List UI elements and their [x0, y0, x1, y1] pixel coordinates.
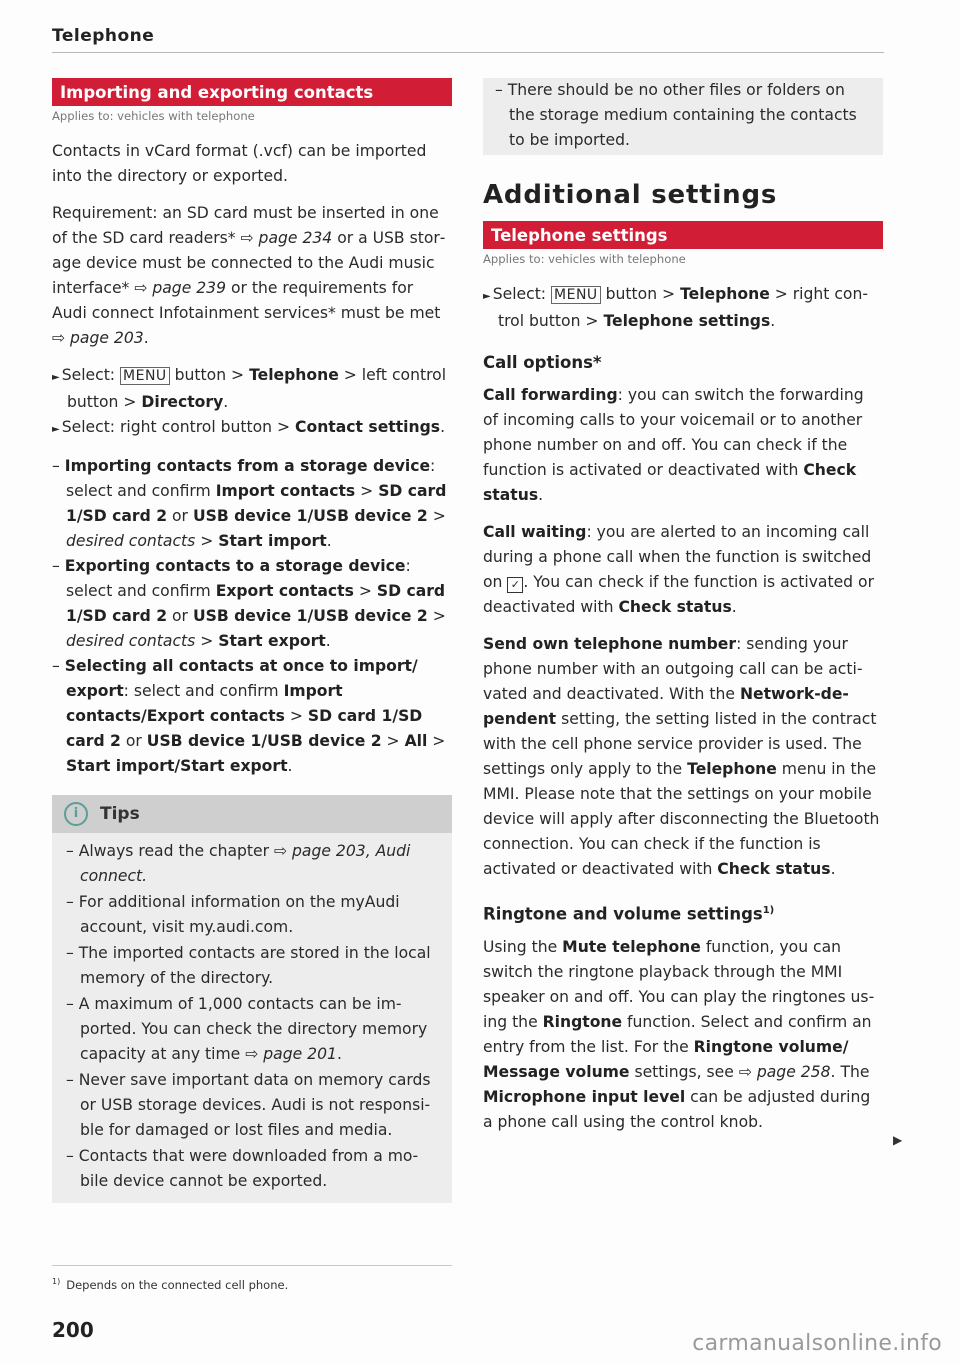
- tip-item: – Always read the chapter ⇨ page 203, Audi connect.: [66, 842, 411, 885]
- page-ref-link[interactable]: ⇨ page 203: [52, 329, 144, 347]
- menu-key-label: MENU: [120, 367, 170, 385]
- note-box: [483, 78, 883, 155]
- section-title-telephone-settings: Telephone settings: [483, 221, 883, 249]
- heading-ringtone-volume: Ringtone and volume settings$^{1)}$: [483, 904, 775, 924]
- ringtone-paragraph: Using the Mute telephone function, you can switch the ringtone playback through the MMI speaker on and off. You can play the ringtones using the Ringtone function. Select and confirm an entry from the list. For the Ringtone volume/ Message volume settings, see ⇨ page 258. The Microphone input level can be adjusted during a phone call using the control knob.: [483, 937, 875, 1131]
- watermark: carmanualsonline.info: [692, 1331, 942, 1356]
- page-ref-link[interactable]: ⇨ page 239: [134, 279, 227, 297]
- list-item-import: – Importing contacts from a storage device: select and confirm Import contacts > SD card 1/SD card 2 or USB device 1/USB device 2 > desired contacts > Start import.: [52, 457, 447, 550]
- step-bullet-icon: ►: [52, 372, 60, 383]
- checkbox-checked-icon: ✓: [507, 577, 523, 593]
- footnote: $^{1)}$ Depends on the connected cell phone.: [52, 1277, 289, 1292]
- step-select-directory: ► Select: MENU button > Telephone > left control button > Directory.: [52, 366, 447, 411]
- left-column: [52, 78, 452, 1203]
- call-waiting-paragraph: Call waiting: you are alerted to an incoming call during a phone call when the function is switched on ✓ . You can check if the function is activated or deactivated with Check status.: [483, 523, 874, 616]
- call-forwarding-paragraph: Call forwarding: you can switch the forwarding of incoming calls to your voicemail or to another phone number on and off. You can check if the function is activated or deactivated with Check status.: [483, 386, 864, 504]
- page-ref-link[interactable]: ⇨ page 258: [738, 1062, 831, 1081]
- list-item-export: – Exporting contacts to a storage device: select and confirm Export contacts > SD card 1/SD card 2 or USB device 1/USB device 2 > desired contacts > Start export.: [52, 557, 446, 650]
- running-header: Telephone: [52, 26, 155, 46]
- page-ref-link[interactable]: ⇨ page 203, Audi connect.: [80, 842, 411, 885]
- tip-item: – The imported contacts are stored in the local memory of the directory.: [66, 944, 431, 987]
- step-contact-settings: ► Select: right control button > Contact settings.: [52, 418, 446, 436]
- menu-key-label: MENU: [551, 286, 601, 304]
- tip-item: – Never save important data on memory cards or USB storage devices. Audi is not responsible for damaged or lost files and media.: [66, 1071, 431, 1139]
- section-title-importing: Importing and exporting contacts: [52, 78, 452, 106]
- step-bullet-icon: ►: [52, 424, 60, 435]
- intro-paragraph: Contacts in vCard format (.vcf) can be imported into the directory or exported.: [52, 142, 427, 185]
- applies-to-note: Applies to: vehicles with telephone: [52, 109, 255, 123]
- heading-additional-settings: Additional settings: [483, 180, 778, 210]
- info-icon: i: [64, 802, 88, 826]
- continue-arrow-icon: ▶: [893, 1133, 903, 1147]
- note-item: – There should be no other files or folders on the storage medium containing the contacts to be imported.: [495, 81, 857, 149]
- page-ref-link[interactable]: ⇨ page 201: [245, 1045, 337, 1063]
- list-item-all-contacts: – Selecting all contacts at once to import/ export: select and confirm Import contacts/Export contacts > SD card 1/SD card 2 or USB device 1/USB device 2 > All > Start import/Start export.: [52, 657, 446, 775]
- tip-item: – Contacts that were downloaded from a mobile device cannot be exported.: [66, 1147, 419, 1190]
- applies-to-note: Applies to: vehicles with telephone: [483, 252, 686, 266]
- send-number-paragraph: Send own telephone number: sending your phone number with an outgoing call can be activated and deactivated. With the Network-dependent setting, the setting listed in the contract with the cell phone service provider is used. The settings only apply to the Telephone menu in the MMI. Please note that the settings on your mobile device will apply after disconnecting the Bluetooth connection. You can check if the function is activated or deactivated with Check status.: [483, 635, 880, 878]
- tips-header: i Tips: [52, 795, 452, 833]
- step-telephone-settings: ► Select: MENU button > Telephone > right control button > Telephone settings.: [483, 285, 868, 330]
- heading-call-options: Call options*: [483, 353, 602, 372]
- right-column: [483, 78, 883, 1135]
- header-rule: [52, 52, 884, 53]
- step-bullet-icon: ►: [483, 291, 491, 302]
- tips-box: [52, 795, 452, 1203]
- requirement-paragraph: Requirement: an SD card must be inserted in one of the SD card readers* ⇨ page 234 or a USB storage device must be connected to the Audi music interface* ⇨ page 239 or the requirements for Audi connect Infotainment services* must be met ⇨ page 203.: [52, 204, 446, 347]
- tip-item: – For additional information on the myAudi account, visit my.audi.com.: [66, 893, 400, 936]
- tips-body: [52, 833, 452, 1203]
- page-ref-link[interactable]: ⇨ page 234: [240, 229, 333, 247]
- tip-item: – A maximum of 1,000 contacts can be imported. You can check the directory memory capacity at any time ⇨ page 201.: [66, 995, 428, 1063]
- page-number: 200: [52, 1318, 94, 1342]
- footnote-rule: [52, 1265, 452, 1266]
